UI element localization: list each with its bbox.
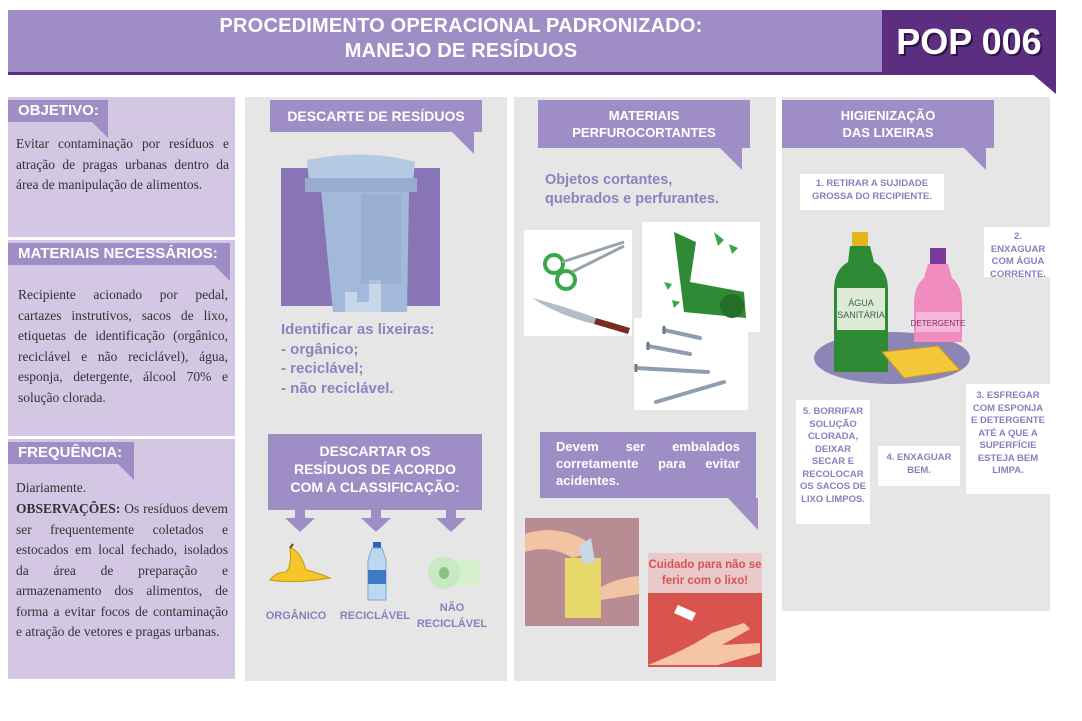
bottle-label-line2: SANITÁRIA	[837, 310, 885, 320]
perfuro-subtitle	[545, 171, 719, 209]
perfuro-title-line1: MATERIAIS	[608, 108, 680, 123]
higiene-title	[782, 100, 994, 148]
observacoes-label: OBSERVAÇÕES:	[16, 501, 121, 516]
identify-item-nao-reciclavel: - não reciclável.	[281, 379, 394, 397]
perfuro-subtitle-line1: Objetos cortantes,	[545, 172, 673, 188]
pop-code: POP 006	[896, 21, 1042, 62]
caution-label: Cuidado para não se ferir com o lixo!	[648, 553, 762, 593]
frequencia-text: Diariamente.	[16, 480, 87, 495]
plastic-bottle-icon	[362, 540, 392, 602]
classify-title	[268, 434, 482, 510]
arrow-reciclavel	[361, 518, 391, 532]
page-title-line2: MANEJO DE RESÍDUOS	[344, 40, 578, 62]
step-2: 2. ENXAGUAR COM ÁGUA CORRENTE.	[984, 227, 1052, 277]
cleaning-supplies-illustration	[812, 230, 972, 390]
identify-bins-block	[281, 320, 434, 398]
materiais-text: Recipiente acionado por pedal, cartazes instrutivos, sacos de lixo, etiquetas de identificação (orgânico, reciclável e não reciclável), água, esponja, detergente, álcool 70% e solução clorada.	[18, 287, 228, 405]
step-1: 1. RETIRAR A SUJIDADE GROSSA DO RECIPIENTE.	[800, 174, 944, 210]
page-title-line1: PROCEDIMENTO OPERACIONAL PADRONIZADO:	[219, 15, 703, 37]
category-organico: ORGÂNICO	[265, 610, 327, 622]
banana-peel-icon	[266, 540, 336, 590]
materiais-title: MATERIAIS NECESSÁRIOS:	[8, 243, 230, 265]
materiais-tag-tail	[214, 265, 230, 281]
classify-title-line1: DESCARTAR OS	[319, 443, 431, 459]
category-reciclavel: RECICLÁVEL	[339, 610, 411, 622]
step-5: 5. BORRIFAR SOLUÇÃO CLORADA, DEIXAR SECAR E RECOLOCAR OS SACOS DE LIXO LIMPOS.	[796, 400, 870, 524]
descarte-title: DESCARTE DE RESÍDUOS	[270, 100, 482, 132]
step-3: 3. ESFREGAR COM ESPONJA E DETERGENTE ATÉ A QUE A SUPERFÍCIE ESTEJA BEM LIMPA.	[966, 384, 1050, 494]
objetivo-text: Evitar contaminação por resíduos e atração de pragas urbanas dentro da área de manipulação de alimentos.	[16, 136, 229, 192]
pack-tag-tail	[728, 498, 758, 530]
classify-title-line3: COM A CLASSIFICAÇÃO:	[290, 479, 460, 495]
identify-item-organico: - orgânico;	[281, 340, 359, 358]
step-4: 4. ENXAGUAR BEM.	[878, 446, 960, 486]
observacoes-paragraph	[16, 499, 228, 643]
page-title	[8, 14, 914, 64]
arrow-nao-reciclavel	[436, 518, 466, 532]
packing-waste-illustration	[525, 518, 639, 626]
descarte-tag-tail	[452, 132, 474, 154]
header-underline	[8, 72, 1056, 75]
classify-title-line2: RESÍDUOS DE ACORDO	[293, 461, 457, 477]
category-nao-reciclavel: NÃO RECICLÁVEL	[416, 602, 488, 630]
higiene-tag-tail	[964, 148, 986, 170]
perfuro-title	[538, 100, 750, 148]
pack-instructions: Devem ser embalados corretamente para evitar acidentes.	[540, 432, 756, 498]
sharp-objects-illustration	[524, 222, 764, 412]
identify-title: Identificar as lixeiras:	[281, 321, 435, 338]
observacoes-text: Os resíduos devem ser frequentemente coletados e estocados em local fechado, isolados da área de preparação e armazenamento dos alimentos, de forma a evitar focos de contaminação e atração de vetores e pragas urbanas.	[16, 501, 228, 639]
objetivo-title: OBJETIVO:	[8, 100, 108, 122]
perfuro-title-line2: PERFUROCORTANTES	[572, 125, 716, 140]
toilet-paper-icon	[424, 552, 482, 594]
perfuro-subtitle-line2: quebrados e perfurantes.	[545, 191, 720, 207]
identify-item-reciclavel: - reciclável;	[281, 360, 364, 377]
pop-code-tail	[1030, 72, 1056, 94]
higiene-title-line2: DAS LIXEIRAS	[842, 125, 934, 140]
frequencia-title: FREQUÊNCIA:	[8, 442, 134, 464]
higiene-title-line1: HIGIENIZAÇÃO	[840, 108, 936, 123]
detergent-label: DETERGENTE	[910, 319, 966, 328]
arrow-organico	[285, 518, 315, 532]
perfuro-tag-tail	[720, 148, 742, 170]
trash-bin-illustration	[281, 152, 441, 314]
bottle-label-line1: ÁGUA	[848, 298, 874, 308]
